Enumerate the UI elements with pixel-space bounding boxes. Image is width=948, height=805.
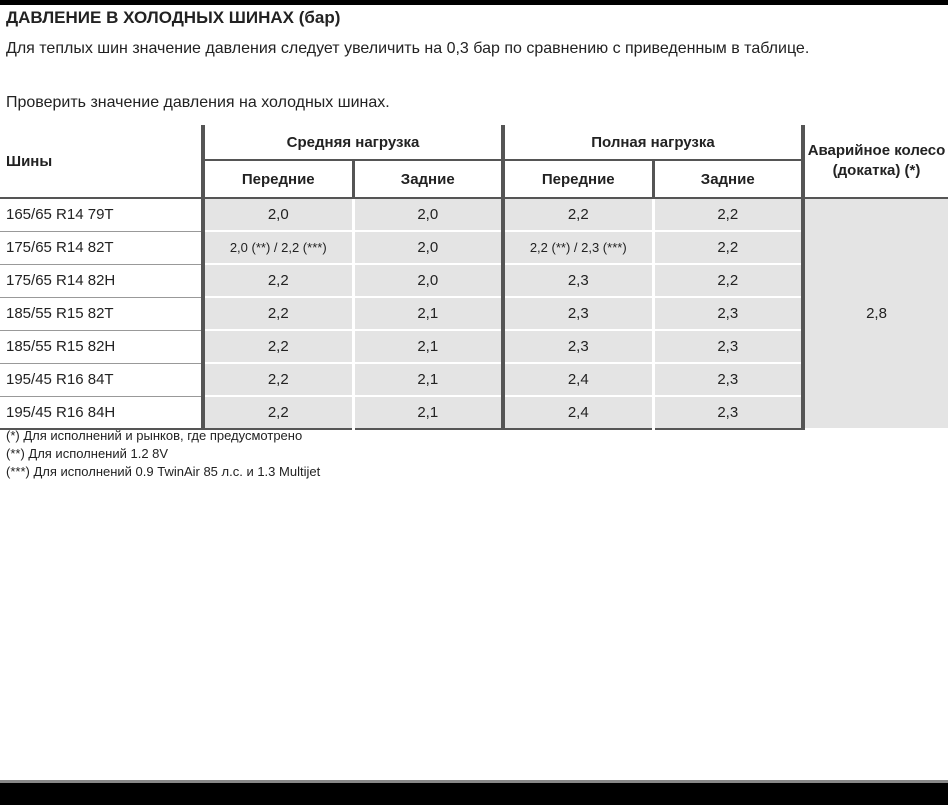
cell-tire: 175/65 R14 82T bbox=[0, 231, 203, 264]
footnote: (**) Для исполнений 1.2 8V bbox=[6, 446, 169, 461]
page-title: ДАВЛЕНИЕ В ХОЛОДНЫХ ШИНАХ (бар) bbox=[6, 8, 341, 27]
cell-mr: 2,0 bbox=[353, 231, 503, 264]
header-full-front: Передние bbox=[503, 160, 653, 198]
cell-ff: 2,3 bbox=[503, 264, 653, 297]
cell-mf: 2,2 bbox=[203, 297, 353, 330]
bottom-bar bbox=[0, 780, 948, 805]
intro-text: Для теплых шин значение давления следует увеличить на 0,3 бар по сравнению с приведенным в таблице. bbox=[6, 40, 810, 57]
cell-ff: 2,4 bbox=[503, 363, 653, 396]
header-spare: Аварийное колесо (докатка) (*) bbox=[803, 125, 948, 198]
cell-fr: 2,3 bbox=[653, 297, 803, 330]
cell-fr: 2,2 bbox=[653, 231, 803, 264]
header-full-load: Полная нагрузка bbox=[503, 125, 803, 160]
footnote: (***) Для исполнений 0.9 TwinAir 85 л.с. и 1.3 Multijet bbox=[6, 464, 321, 479]
cell-tire: 195/45 R16 84H bbox=[0, 396, 203, 429]
check-text: Проверить значение давления на холодных шинах. bbox=[6, 94, 390, 111]
cell-mf: 2,2 bbox=[203, 330, 353, 363]
cell-tire: 175/65 R14 82H bbox=[0, 264, 203, 297]
cell-tire: 195/45 R16 84T bbox=[0, 363, 203, 396]
cell-mr: 2,0 bbox=[353, 264, 503, 297]
cell-ff: 2,4 bbox=[503, 396, 653, 429]
table-row bbox=[0, 198, 948, 231]
cell-mf: 2,2 bbox=[203, 363, 353, 396]
cell-mf: 2,0 (**) / 2,2 (***) bbox=[203, 231, 353, 264]
cell-mf: 2,2 bbox=[203, 264, 353, 297]
cell-mf: 2,0 bbox=[203, 198, 353, 231]
cell-ff: 2,3 bbox=[503, 297, 653, 330]
cell-ff: 2,3 bbox=[503, 330, 653, 363]
cell-fr: 2,2 bbox=[653, 198, 803, 231]
header-full-rear: Задние bbox=[653, 160, 803, 198]
header-medium-load: Средняя нагрузка bbox=[203, 125, 503, 160]
cell-mr: 2,1 bbox=[353, 297, 503, 330]
footnotes bbox=[6, 427, 320, 481]
cell-mf: 2,2 bbox=[203, 396, 353, 429]
cell-ff: 2,2 bbox=[503, 198, 653, 231]
header-medium-front: Передние bbox=[203, 160, 353, 198]
cell-fr: 2,3 bbox=[653, 330, 803, 363]
cell-mr: 2,1 bbox=[353, 330, 503, 363]
cell-mr: 2,0 bbox=[353, 198, 503, 231]
cell-spare: 2,8 bbox=[803, 198, 948, 429]
top-bar bbox=[0, 0, 948, 5]
cell-tire: 185/55 R15 82T bbox=[0, 297, 203, 330]
header-medium-rear: Задние bbox=[353, 160, 503, 198]
tire-pressure-table bbox=[0, 125, 948, 430]
cell-mr: 2,1 bbox=[353, 363, 503, 396]
cell-fr: 2,3 bbox=[653, 396, 803, 429]
cell-mr: 2,1 bbox=[353, 396, 503, 429]
cell-tire: 185/55 R15 82H bbox=[0, 330, 203, 363]
cell-fr: 2,2 bbox=[653, 264, 803, 297]
cell-tire: 165/65 R14 79T bbox=[0, 198, 203, 231]
footnote: (*) Для исполнений и рынков, где предусмотрено bbox=[6, 428, 303, 443]
cell-ff: 2,2 (**) / 2,3 (***) bbox=[503, 231, 653, 264]
cell-fr: 2,3 bbox=[653, 363, 803, 396]
header-tires: Шины bbox=[0, 125, 203, 198]
